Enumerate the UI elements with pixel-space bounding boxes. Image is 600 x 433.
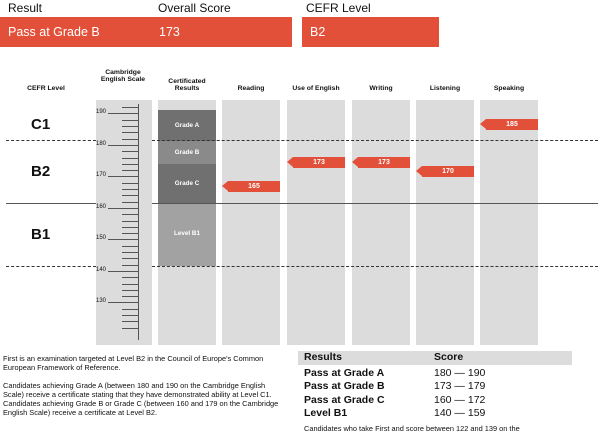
results-row-label: Pass at Grade C xyxy=(304,394,385,406)
c1-boundary-line-left xyxy=(6,140,96,141)
listening-column xyxy=(416,100,474,345)
level-b1-label: Level B1 xyxy=(174,230,200,237)
c1-boundary-line-right xyxy=(152,140,598,141)
result-label: Result xyxy=(8,1,43,15)
scale-tick-label: 180 xyxy=(95,141,106,147)
scale-tick xyxy=(108,271,138,272)
scale-tick xyxy=(122,170,138,171)
b2-boundary-line-left xyxy=(6,203,96,204)
scale-tick xyxy=(122,296,138,297)
header-use-of-english: Use of English xyxy=(292,85,340,92)
scale-tick xyxy=(122,309,138,310)
description-para-1: First is an examination targeted at Level B2 in the Council of Europe's Common European Framework of Reference. xyxy=(3,354,264,373)
scale-tick xyxy=(108,145,138,146)
reading-column xyxy=(222,100,280,345)
writing-score: 173 xyxy=(358,157,410,168)
grade-a-label: Grade A xyxy=(174,122,200,129)
header-writing: Writing xyxy=(369,85,393,92)
cefr-level-label: CEFR Level xyxy=(306,1,371,15)
speaking-score-marker xyxy=(480,119,538,130)
cefr-level-box: B2 xyxy=(302,17,439,47)
results-row-score: 160 — 172 xyxy=(434,394,486,406)
scale-tick xyxy=(122,189,138,190)
writing-score-marker xyxy=(352,157,410,168)
b1-boundary-line-left xyxy=(6,266,96,267)
scale-tick xyxy=(122,315,138,316)
header-cambridge-scale: Cambridge English Scale xyxy=(100,69,146,83)
scale-tick xyxy=(108,113,138,114)
scale-tick-label: 130 xyxy=(95,298,106,304)
scale-tick xyxy=(122,258,138,259)
grade-a-band xyxy=(158,110,216,141)
results-row-label: Level B1 xyxy=(304,407,348,419)
overall-score-label: Overall Score xyxy=(158,1,231,15)
scale-tick xyxy=(122,151,138,152)
grade-c-label: Grade C xyxy=(174,180,200,187)
results-row-score: 140 — 159 xyxy=(434,407,486,419)
scale-tick xyxy=(122,132,138,133)
scale-tick xyxy=(108,208,138,209)
overall-score-box: 173 xyxy=(151,17,292,47)
scale-tick xyxy=(122,221,138,222)
level-b1-band xyxy=(158,204,216,266)
scale-tick xyxy=(122,246,138,247)
scale-tick xyxy=(108,176,138,177)
result-box: Pass at Grade B xyxy=(0,17,154,47)
scale-tick-label: 160 xyxy=(95,204,106,210)
use-of-english-score: 173 xyxy=(293,157,345,168)
scale-tick xyxy=(122,321,138,322)
b1-boundary-line-right xyxy=(152,266,598,267)
cambridge-scale-ruler xyxy=(96,100,152,345)
grade-b-band xyxy=(158,141,216,164)
header-listening: Listening xyxy=(429,85,461,92)
scale-tick-label: 170 xyxy=(95,172,106,178)
scale-tick xyxy=(122,284,138,285)
scale-tick xyxy=(122,214,138,215)
scale-tick xyxy=(108,239,138,240)
scale-tick xyxy=(122,290,138,291)
score-column-header: Score xyxy=(434,351,464,363)
scale-tick xyxy=(122,164,138,165)
scale-tick-label: 190 xyxy=(95,109,106,115)
writing-column xyxy=(352,100,410,345)
scale-tick xyxy=(122,107,138,108)
cefr-b1-label: B1 xyxy=(31,226,51,243)
results-row-label: Pass at Grade A xyxy=(304,367,385,379)
results-row-label: Pass at Grade B xyxy=(304,380,385,392)
use-of-english-score-marker xyxy=(287,157,345,168)
results-row-score: 180 — 190 xyxy=(434,367,486,379)
listening-score: 170 xyxy=(422,166,474,177)
b2-boundary-line-right xyxy=(152,203,598,204)
results-table-header xyxy=(298,351,572,365)
grade-b-label: Grade B xyxy=(174,149,200,156)
scale-tick xyxy=(122,233,138,234)
results-row-score: 173 — 179 xyxy=(434,380,486,392)
scale-tick-label: 150 xyxy=(95,235,106,241)
scale-tick-label: 140 xyxy=(95,267,106,273)
speaking-column xyxy=(480,100,538,345)
listening-score-marker xyxy=(416,166,474,177)
cefr-b2-label: B2 xyxy=(31,163,51,180)
cefr-c1-label: C1 xyxy=(31,116,51,133)
reading-score-marker xyxy=(222,181,280,192)
ruler-spine xyxy=(138,104,139,340)
scale-tick xyxy=(122,183,138,184)
scale-tick xyxy=(122,120,138,121)
scale-tick xyxy=(122,195,138,196)
scale-tick xyxy=(122,328,138,329)
header-certificated-results: Certificated Results xyxy=(168,78,206,92)
speaking-score: 185 xyxy=(486,119,538,130)
scale-tick xyxy=(122,252,138,253)
scale-tick xyxy=(108,302,138,303)
description-para-2: Candidates achieving Grade A (between 180 and 190 on the Cambridge English Scale) receive a certificate stating that they have demonstrated ability at Level C1. Candidates achieving Grade B or Grade C (between 160 and 179 on the Cambridge English Scale) receive a certificate at Level B2. xyxy=(3,381,279,418)
use-of-english-column xyxy=(287,100,345,345)
scale-tick xyxy=(122,227,138,228)
scale-tick xyxy=(122,265,138,266)
header-reading: Reading xyxy=(237,85,265,92)
results-footnote: Candidates who take First and score between 122 and 139 on the xyxy=(304,424,520,433)
grade-c-band xyxy=(158,164,216,204)
header-cefr-level: CEFR Level xyxy=(27,85,65,92)
scale-tick xyxy=(122,158,138,159)
scale-tick xyxy=(122,277,138,278)
header-speaking: Speaking xyxy=(493,85,525,92)
scale-tick xyxy=(122,139,138,140)
scale-tick xyxy=(122,202,138,203)
reading-score: 165 xyxy=(228,181,280,192)
scale-tick xyxy=(122,126,138,127)
results-column-header: Results xyxy=(304,351,342,363)
